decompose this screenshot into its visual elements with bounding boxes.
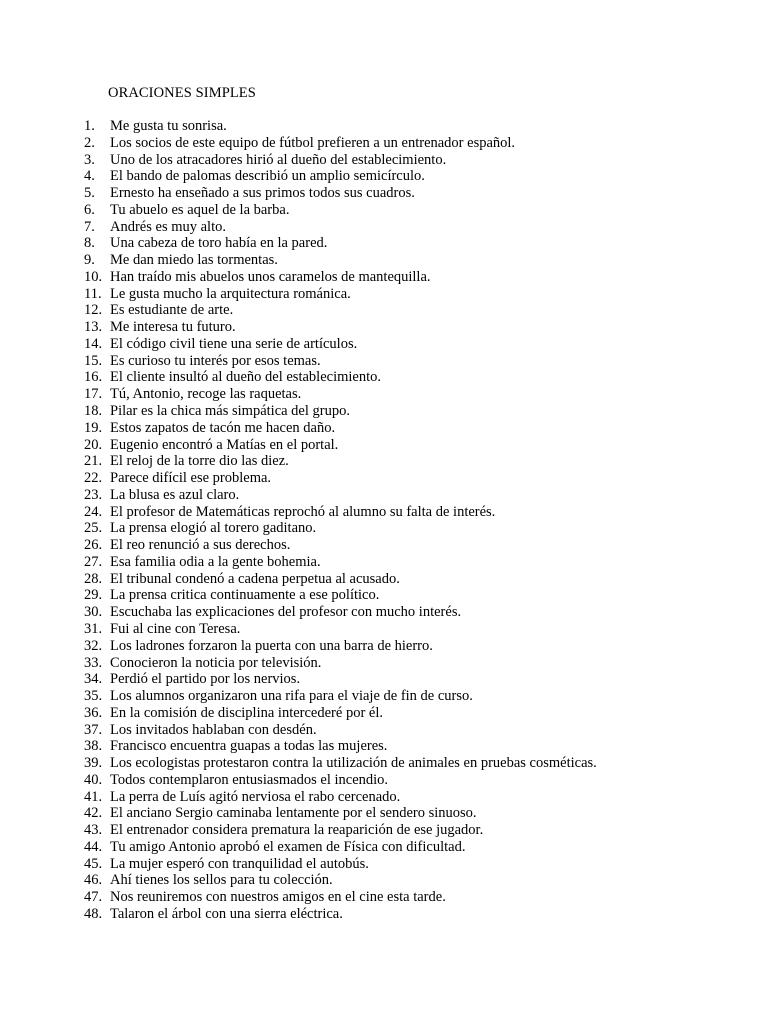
sentence-text: Han traído mis abuelos unos caramelos de mantequilla. bbox=[110, 268, 431, 285]
sentence-text: En la comisión de disciplina intercederé por él. bbox=[110, 704, 383, 721]
sentence-number: 1. bbox=[84, 118, 95, 134]
sentence-text: Es estudiante de arte. bbox=[110, 302, 234, 319]
sentence-item bbox=[84, 118, 597, 135]
sentence-item bbox=[84, 520, 597, 537]
sentence-item bbox=[84, 302, 597, 319]
sentence-item bbox=[84, 872, 597, 889]
sentence-text: Eugenio encontró a Matías en el portal. bbox=[110, 436, 339, 453]
sentence-number: 9. bbox=[84, 252, 95, 269]
sentence-item bbox=[84, 621, 597, 638]
sentence-number: 13. bbox=[84, 319, 103, 336]
sentence-text: El reo renunció a sus derechos. bbox=[110, 537, 291, 554]
sentence-number: 5. bbox=[84, 185, 95, 202]
sentence-text: Los invitados hablaban con desdén. bbox=[110, 721, 317, 738]
sentence-item bbox=[84, 856, 597, 873]
sentence-number: 48. bbox=[84, 905, 103, 922]
sentence-item bbox=[84, 822, 597, 839]
sentence-number: 24. bbox=[84, 503, 103, 520]
sentence-item bbox=[84, 336, 597, 353]
sentence-text: Ahí tienes los sellos para tu colección. bbox=[110, 872, 333, 889]
sentence-number: 2. bbox=[84, 134, 95, 151]
sentence-number: 29. bbox=[84, 587, 103, 604]
sentence-text: Tu abuelo es aquel de la barba. bbox=[110, 201, 290, 218]
sentence-item bbox=[84, 386, 597, 403]
sentence-item bbox=[84, 705, 597, 722]
sentence-number: 39. bbox=[84, 755, 103, 772]
sentence-text: Me interesa tu futuro. bbox=[110, 319, 236, 336]
sentence-text: Escuchaba las explicaciones del profesor con mucho interés. bbox=[110, 604, 462, 621]
sentence-text: Me dan miedo las tormentas. bbox=[110, 252, 278, 269]
sentence-number: 38. bbox=[84, 738, 103, 755]
sentence-number: 18. bbox=[84, 403, 103, 420]
sentence-text: Pilar es la chica más simpática del grupo. bbox=[110, 403, 350, 420]
sentence-number: 36. bbox=[84, 704, 103, 721]
sentence-number: 46. bbox=[84, 872, 103, 889]
sentence-text: El entrenador considera prematura la reaparición de ese jugador. bbox=[110, 822, 484, 839]
sentence-number: 33. bbox=[84, 654, 103, 671]
sentence-text: El reloj de la torre dio las diez. bbox=[110, 453, 289, 470]
sentence-text: Parece difícil ese problema. bbox=[110, 470, 272, 487]
sentence-item bbox=[84, 604, 597, 621]
sentence-item bbox=[84, 487, 597, 504]
sentence-item bbox=[84, 252, 597, 269]
sentence-item bbox=[84, 587, 597, 604]
sentence-text: La blusa es azul claro. bbox=[110, 486, 240, 503]
sentence-text: Todos contemplaron entusiasmados el incendio. bbox=[110, 771, 389, 788]
sentence-item bbox=[84, 353, 597, 370]
sentence-text: Nos reuniremos con nuestros amigos en el cine esta tarde. bbox=[110, 889, 446, 906]
sentence-text: El código civil tiene una serie de artículos. bbox=[110, 335, 358, 352]
sentence-number: 41. bbox=[84, 788, 103, 805]
sentence-number: 40. bbox=[84, 771, 103, 788]
sentence-text: La prensa critica continuamente a ese político. bbox=[110, 587, 380, 604]
sentence-item bbox=[84, 403, 597, 420]
sentence-number: 15. bbox=[84, 352, 103, 369]
sentence-text: La prensa elogió al torero gaditano. bbox=[110, 520, 317, 537]
sentence-item bbox=[84, 135, 597, 152]
sentence-number: 42. bbox=[84, 805, 103, 822]
sentence-text: El bando de palomas describió un amplio semicírculo. bbox=[110, 168, 425, 185]
sentence-list bbox=[84, 118, 597, 923]
sentence-number: 32. bbox=[84, 637, 103, 654]
sentence-text: El profesor de Matemáticas reprochó al alumno su falta de interés. bbox=[110, 503, 496, 520]
sentence-text: La mujer esperó con tranquilidad el autobús. bbox=[110, 855, 369, 872]
sentence-number: 31. bbox=[84, 620, 103, 637]
sentence-item bbox=[84, 722, 597, 739]
sentence-number: 20. bbox=[84, 436, 103, 453]
sentence-item bbox=[84, 470, 597, 487]
sentence-item bbox=[84, 537, 597, 554]
sentence-number: 11. bbox=[84, 285, 102, 302]
sentence-number: 37. bbox=[84, 721, 103, 738]
sentence-number: 16. bbox=[84, 369, 103, 386]
sentence-item bbox=[84, 319, 597, 336]
sentence-number: 10. bbox=[84, 268, 103, 285]
sentence-number: 12. bbox=[84, 302, 103, 319]
sentence-number: 7. bbox=[84, 218, 95, 235]
sentence-number: 25. bbox=[84, 520, 103, 537]
sentence-number: 8. bbox=[84, 235, 95, 252]
sentence-item bbox=[84, 655, 597, 672]
sentence-item bbox=[84, 152, 597, 169]
sentence-text: Me gusta tu sonrisa. bbox=[110, 118, 227, 134]
sentence-number: 17. bbox=[84, 386, 103, 403]
sentence-item bbox=[84, 839, 597, 856]
sentence-text: El cliente insultó al dueño del establecimiento. bbox=[110, 369, 381, 386]
sentence-number: 27. bbox=[84, 553, 103, 570]
sentence-item bbox=[84, 571, 597, 588]
sentence-text: El tribunal condenó a cadena perpetua al acusado. bbox=[110, 570, 400, 587]
sentence-text: Francisco encuentra guapas a todas las mujeres. bbox=[110, 738, 388, 755]
sentence-number: 14. bbox=[84, 335, 103, 352]
sentence-number: 23. bbox=[84, 486, 103, 503]
sentence-text: Los socios de este equipo de fútbol prefieren a un entrenador español. bbox=[110, 134, 516, 151]
sentence-number: 19. bbox=[84, 419, 103, 436]
sentence-item bbox=[84, 369, 597, 386]
sentence-number: 43. bbox=[84, 822, 103, 839]
sentence-item bbox=[84, 554, 597, 571]
sentence-text: Los ecologistas protestaron contra la utilización de animales en pruebas cosméticas. bbox=[110, 755, 597, 772]
sentence-number: 6. bbox=[84, 201, 95, 218]
sentence-item bbox=[84, 219, 597, 236]
sentence-number: 34. bbox=[84, 671, 103, 688]
sentence-text: Conocieron la noticia por televisión. bbox=[110, 654, 322, 671]
sentence-number: 21. bbox=[84, 453, 103, 470]
sentence-text: Es curioso tu interés por esos temas. bbox=[110, 352, 321, 369]
sentence-item bbox=[84, 269, 597, 286]
sentence-item bbox=[84, 789, 597, 806]
sentence-number: 26. bbox=[84, 537, 103, 554]
sentence-text: Andrés es muy alto. bbox=[110, 218, 226, 235]
sentence-text: Estos zapatos de tacón me hacen daño. bbox=[110, 419, 336, 436]
sentence-number: 30. bbox=[84, 604, 103, 621]
sentence-number: 4. bbox=[84, 168, 95, 185]
sentence-text: Ernesto ha enseñado a sus primos todos sus cuadros. bbox=[110, 185, 415, 202]
sentence-item bbox=[84, 688, 597, 705]
sentence-item bbox=[84, 185, 597, 202]
sentence-item bbox=[84, 168, 597, 185]
sentence-item bbox=[84, 638, 597, 655]
sentence-text: Tú, Antonio, recoge las raquetas. bbox=[110, 386, 302, 403]
sentence-item bbox=[84, 504, 597, 521]
sentence-number: 22. bbox=[84, 470, 103, 487]
sentence-text: Una cabeza de toro había en la pared. bbox=[110, 235, 328, 252]
sentence-item bbox=[84, 235, 597, 252]
sentence-item bbox=[84, 755, 597, 772]
sentence-text: La perra de Luís agitó nerviosa el rabo cercenado. bbox=[110, 788, 401, 805]
sentence-number: 44. bbox=[84, 838, 103, 855]
sentence-item bbox=[84, 906, 597, 923]
sentence-text: Tu amigo Antonio aprobó el examen de Física con dificultad. bbox=[110, 838, 466, 855]
sentence-item bbox=[84, 772, 597, 789]
sentence-text: Le gusta mucho la arquitectura románica. bbox=[110, 285, 351, 302]
sentence-item bbox=[84, 420, 597, 437]
document-title: ORACIONES SIMPLES bbox=[108, 85, 256, 101]
sentence-item bbox=[84, 671, 597, 688]
sentence-item bbox=[84, 805, 597, 822]
sentence-number: 47. bbox=[84, 889, 103, 906]
sentence-text: Esa familia odia a la gente bohemia. bbox=[110, 553, 321, 570]
sentence-item bbox=[84, 453, 597, 470]
sentence-item bbox=[84, 202, 597, 219]
sentence-number: 35. bbox=[84, 688, 103, 705]
sentence-number: 3. bbox=[84, 151, 95, 168]
sentence-item bbox=[84, 738, 597, 755]
sentence-item bbox=[84, 889, 597, 906]
sentence-number: 45. bbox=[84, 855, 103, 872]
sentence-text: Los alumnos organizaron una rifa para el viaje de fin de curso. bbox=[110, 688, 473, 705]
sentence-text: Los ladrones forzaron la puerta con una barra de hierro. bbox=[110, 637, 433, 654]
sentence-text: Talaron el árbol con una sierra eléctrica. bbox=[110, 905, 343, 922]
sentence-number: 28. bbox=[84, 570, 103, 587]
sentence-text: El anciano Sergio caminaba lentamente por el sendero sinuoso. bbox=[110, 805, 477, 822]
sentence-text: Perdió el partido por los nervios. bbox=[110, 671, 301, 688]
sentence-text: Fui al cine con Teresa. bbox=[110, 620, 241, 637]
sentence-text: Uno de los atracadores hirió al dueño del establecimiento. bbox=[110, 151, 447, 168]
sentence-item bbox=[84, 437, 597, 454]
sentence-item bbox=[84, 286, 597, 303]
